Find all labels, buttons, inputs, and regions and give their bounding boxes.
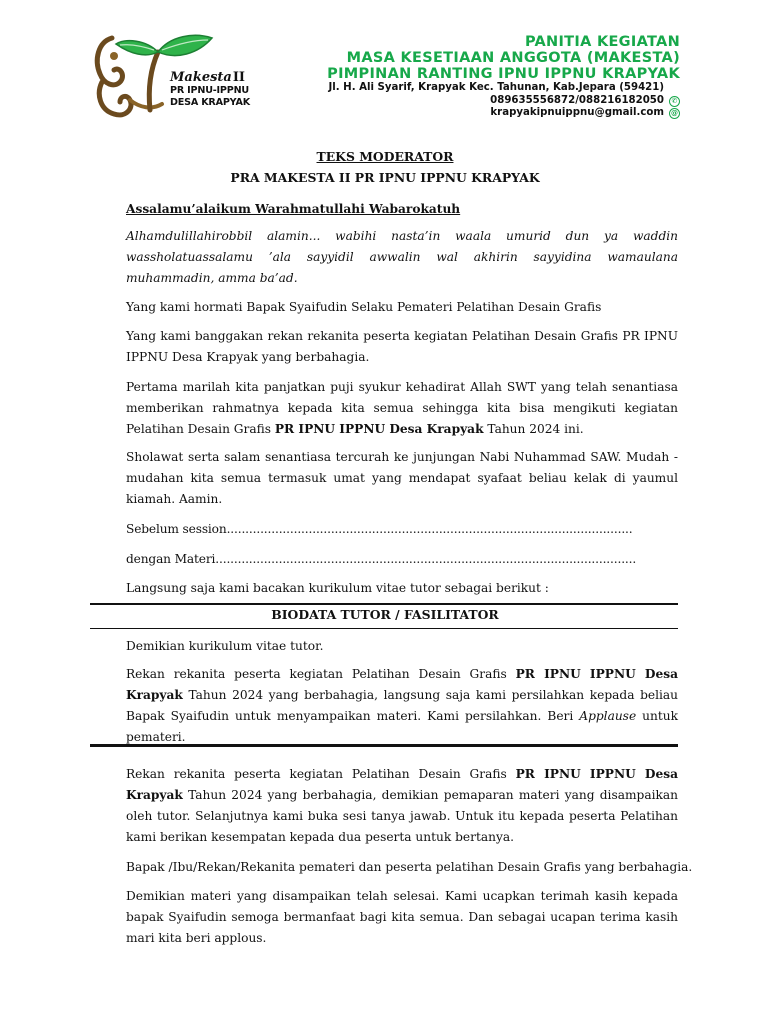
opening-prayer: Alhamdulillahirobbil alamin... wabihi nasta’in waala umurid dun ya waddin wassholatuassalamu ’ala sayyidil awwalin wal akhirin sayyidina wamaulana muhammadin, amma ba’ad.: [126, 229, 678, 285]
qa-bold: PR IPNU IPPNU Desa Krapyak: [126, 767, 678, 802]
divider-top: [90, 603, 678, 605]
whatsapp-icon: ✆: [669, 96, 680, 107]
logo-roman: II: [232, 70, 246, 85]
invite-paragraph: Rekan rekanita peserta kegiatan Pelatihan Desain Grafis PR IPNU IPPNU Desa Krapyak Tahun 2024 yang berbahagia, langsung saja kami persilahkan kepada beliau Bapak Syaifudin untuk menyampaikan materi. Kami persilahkan. Beri Applause untuk pemateri.: [126, 667, 678, 744]
letterhead: [90, 30, 680, 122]
document-title: TEKS MODERATOR: [316, 149, 454, 164]
qa-paragraph: Rekan rekanita peserta kegiatan Pelatihan Desain Grafis PR IPNU IPPNU Desa Krapyak Tahun 2024 yang berbahagia, demikian pemaparan materi yang disampaikan oleh tutor. Selanjutnya kami buka sesi tanya jawab. Untuk itu kepada peserta Pelatihan kami berikan kesempatan kepada dua peserta untuk bertanya.: [126, 767, 678, 844]
invite-bold: PR IPNU IPPNU Desa Krapyak: [126, 667, 678, 702]
closing-paragraph: Demikian materi yang disampaikan telah selesai. Kami ucapkan terimah kasih kepada bapak Syaifudin semoga bermanfaat bagi kita semua. Dan sebagai ucapan terima kasih mari kita beri applous.: [126, 889, 678, 945]
logo-wordmark: Makesta: [170, 70, 232, 85]
org-line-branch: PIMPINAN RANTING IPNU IPPNU KRAPYAK: [327, 66, 680, 82]
organization-block: [327, 34, 680, 120]
greeting: Assalamu’alaikum Warahmatullahi Wabarokatuh: [126, 202, 461, 216]
document-subtitle: PRA MAKESTA II PR IPNU IPPNU KRAPYAK: [230, 170, 540, 185]
address-all: Bapak /Ibu/Rekan/Rekanita pemateri dan peserta pelatihan Desain Grafis yang berbahagia.: [126, 860, 693, 874]
material-line: dengan Materi.................................................................................................................: [126, 552, 637, 566]
email-icon: @: [671, 109, 678, 117]
gratitude-bold: PR IPNU IPPNU Desa Krapyak: [274, 422, 484, 436]
cv-intro: Langsung saja kami bacakan kurikulum vitae tutor sebagai berikut :: [126, 581, 549, 595]
section-divider: [90, 744, 678, 747]
logo-line-1: PR IPNU-IPPNU: [170, 85, 250, 96]
makesta-logo: [90, 30, 250, 122]
org-email: krapyakipnuippnu@gmail.com @: [490, 107, 678, 118]
sholawat-paragraph: Sholawat serta salam senantiasa tercurah ke junjungan Nabi Nuhammad SAW. Mudah - mudahan kita semua termasuk umat yang mendapat syafaat beliau kelak di yaumul kiamah. Aamin.: [126, 450, 678, 506]
divider-bottom: [90, 628, 678, 629]
org-phone: 089635556872/088216182050 ✆: [327, 95, 680, 108]
logo-line-2: DESA KRAPYAK: [170, 96, 250, 108]
org-address: Jl. H. Ali Syarif, Krapyak Kec. Tahunan, Kab.Jepara (59421): [328, 82, 664, 93]
session-line: Sebelum session.............................................................................................................: [126, 522, 633, 536]
org-line-committee: PANITIA KEGIATAN: [524, 34, 680, 50]
cv-closing: Demikian kurikulum vitae tutor.: [126, 639, 324, 653]
gratitude-paragraph: Pertama marilah kita panjatkan puji syukur kehadirat Allah SWT yang telah senantiasa memberikan rahmatnya kepada kita semua sehingga kita bisa mengikuti kegiatan Pelatihan Desain Grafis PR IPNU IPPNU Desa Krapyak Tahun 2024 ini.: [126, 380, 678, 436]
proud-participants: Yang kami banggakan rekan rekanita peserta kegiatan Pelatihan Desain Grafis PR IPNU IPPNU Desa Krapyak yang berbahagia.: [126, 329, 678, 364]
biodata-heading: BIODATA TUTOR / FASILITATOR: [271, 607, 499, 622]
respect-speaker: Yang kami hormati Bapak Syaifudin Selaku Pemateri Pelatihan Desain Grafis: [126, 300, 602, 314]
org-line-event: MASA KESETIAAN ANGGOTA (MAKESTA): [346, 50, 680, 66]
invite-italic: Applause: [579, 709, 637, 723]
